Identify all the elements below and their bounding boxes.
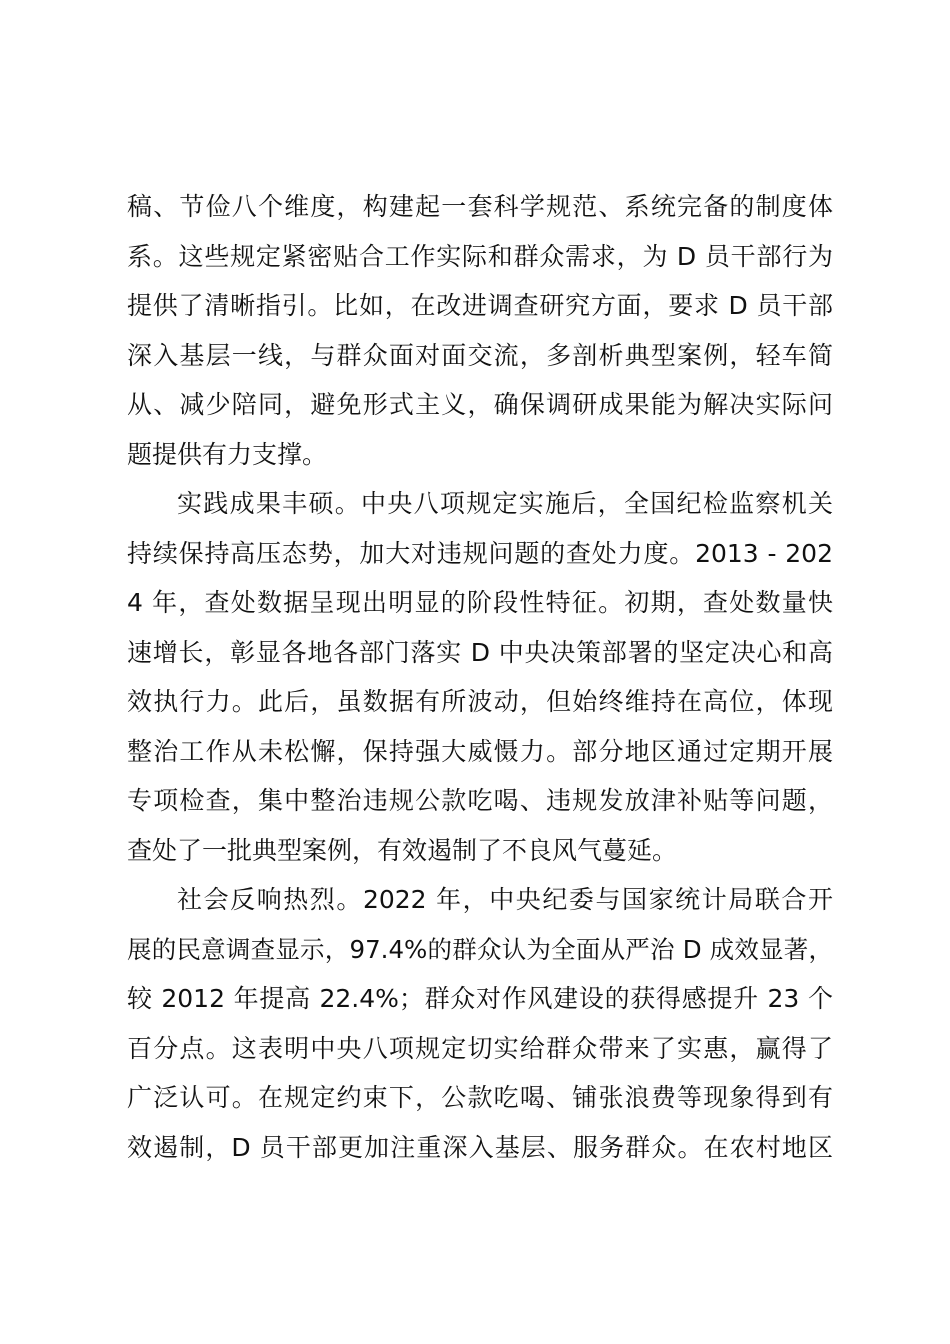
text-line: 较 2012 年提高 22.4%；群众对作风建设的获得感提升 23 个 xyxy=(127,984,833,1013)
text-line: 提供了清晰指引。比如，在改进调查研究方面，要求 D 员干部 xyxy=(127,291,833,320)
text-line: 题提供有力支撑。 xyxy=(127,439,328,469)
text-line: 速增长，彰显各地各部门落实 D 中央决策部署的坚定决心和高 xyxy=(127,637,833,667)
text-line: 广泛认可。在规定约束下，公款吃喝、铺张浪费等现象得到有 xyxy=(127,1083,833,1112)
text-line: 效遏制，D 员干部更加注重深入基层、服务群众。在农村地区 xyxy=(127,1132,833,1162)
text-line: 深入基层一线，与群众面对面交流，多剖析典型案例，轻车简 xyxy=(127,340,833,370)
text-line: 展的民意调查显示，97.4%的群众认为全面从严治 D 成效显著， xyxy=(127,934,833,964)
text-line: 系。这些规定紧密贴合工作实际和群众需求，为 D 员干部行为 xyxy=(127,241,833,271)
text-line: 4 年，查处数据呈现出明显的阶段性特征。初期，查处数量快 xyxy=(127,588,833,617)
text-line: 百分点。这表明中央八项规定切实给群众带来了实惠，赢得了 xyxy=(127,1033,833,1063)
text-line: 从、减少陪同，避免形式主义，确保调研成果能为解决实际问 xyxy=(127,390,833,419)
text-line: 专项检查，集中整治违规公款吃喝、违规发放津补贴等问题， xyxy=(127,786,833,815)
paragraph-first-line: 实践成果丰硕。中央八项规定实施后，全国纪检监察机关 xyxy=(177,489,833,518)
text-line: 整治工作从未松懈，保持强大威慑力。部分地区通过定期开展 xyxy=(127,736,833,766)
text-line: 稿、节俭八个维度，构建起一套科学规范、系统完备的制度体 xyxy=(127,192,833,221)
text-line: 持续保持高压态势，加大对违规问题的查处力度。2013 - 202 xyxy=(127,538,833,568)
paragraph-first-line: 社会反响热烈。2022 年，中央纪委与国家统计局联合开 xyxy=(177,885,833,914)
text-line: 查处了一批典型案例，有效遏制了不良风气蔓延。 xyxy=(127,835,678,865)
text-line: 效执行力。此后，虽数据有所波动，但始终维持在高位，体现 xyxy=(127,687,833,716)
body-text xyxy=(127,182,833,1172)
